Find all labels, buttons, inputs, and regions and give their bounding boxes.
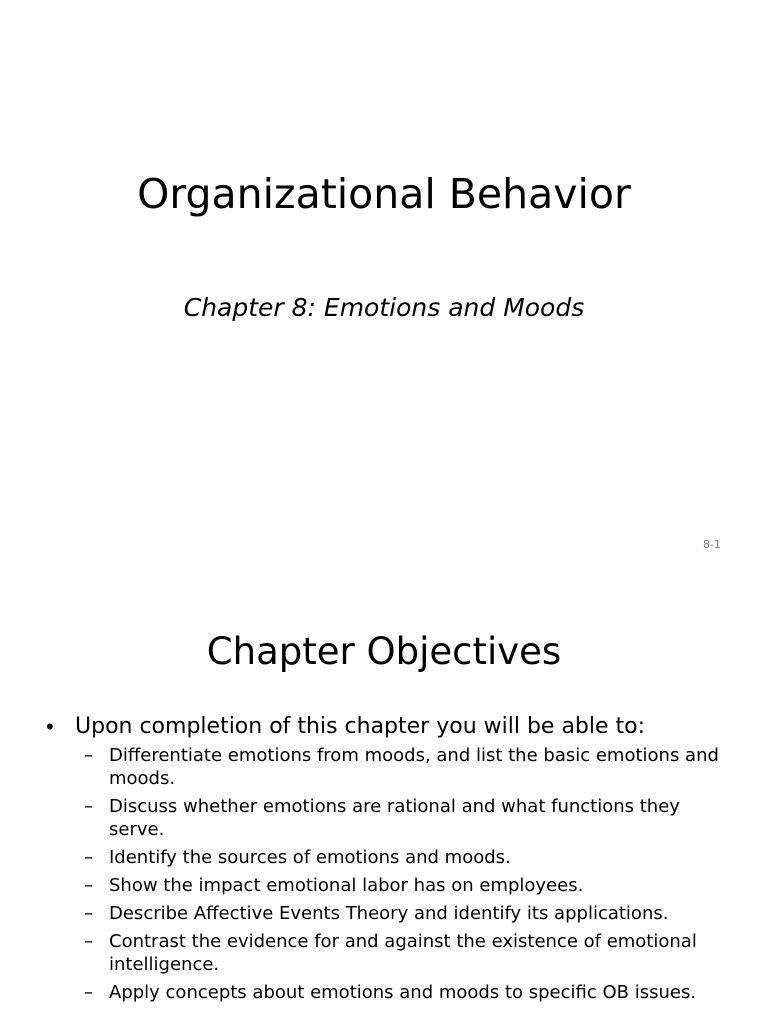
objective-text: Show the impact emotional labor has on employees.	[109, 875, 584, 896]
objective-item	[84, 902, 734, 925]
objective-item	[84, 795, 734, 841]
objective-text: Apply concepts about emotions and moods to specific OB issues.	[109, 982, 697, 1003]
dash-icon: –	[84, 875, 93, 896]
objectives-list	[84, 744, 734, 1009]
dash-icon: –	[84, 982, 93, 1003]
objective-text: Contrast the evidence for and against the existence of emotional intelligence.	[109, 931, 697, 975]
dash-icon: –	[84, 931, 93, 952]
objective-item	[84, 930, 734, 976]
slide-2	[0, 576, 768, 1024]
intro-text: Upon completion of this chapter you will be able to:	[75, 714, 646, 739]
objective-item	[84, 874, 734, 897]
dash-icon: –	[84, 745, 93, 766]
objective-text: Discuss whether emotions are rational and what functions they serve.	[109, 796, 680, 840]
bullet-icon: •	[44, 715, 56, 739]
dash-icon: –	[84, 796, 93, 817]
objective-text: Describe Affective Events Theory and identify its applications.	[109, 903, 669, 924]
dash-icon: –	[84, 847, 93, 868]
slide-title: Organizational Behavior	[137, 170, 631, 218]
page-number: 8-1	[703, 538, 721, 551]
objective-item	[84, 744, 734, 790]
objective-item	[84, 981, 734, 1004]
objective-text: Identify the sources of emotions and moods.	[109, 847, 511, 868]
slide-subtitle: Chapter 8: Emotions and Moods	[183, 293, 585, 322]
objective-text: Differentiate emotions from moods, and list the basic emotions and moods.	[109, 745, 719, 789]
objective-item	[84, 846, 734, 869]
dash-icon: –	[84, 903, 93, 924]
slide-title: Chapter Objectives	[206, 630, 562, 673]
